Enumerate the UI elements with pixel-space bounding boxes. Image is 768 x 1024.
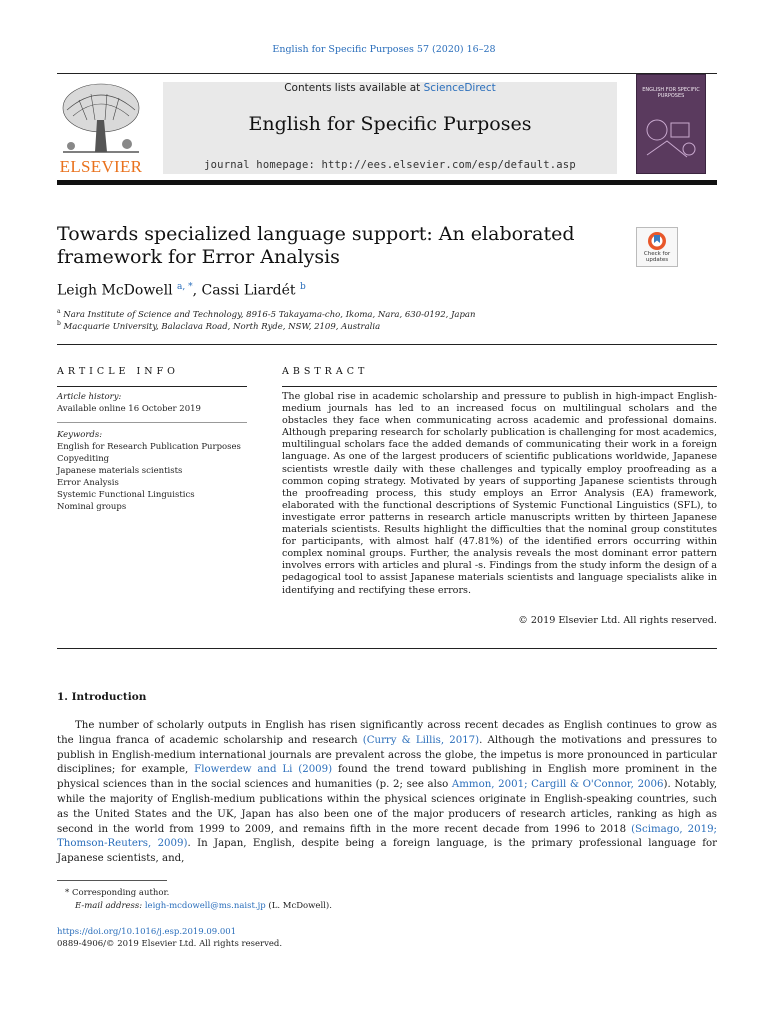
corresponding-label: Corresponding author. <box>71 888 170 898</box>
abstract-rule <box>282 386 717 387</box>
footnote-star: * <box>65 888 70 898</box>
issn-copyright: 0889-4906/© 2019 Elsevier Ltd. All rights reserved. <box>57 939 283 949</box>
check-for-updates-button[interactable] <box>636 227 678 267</box>
article-info-rule <box>57 386 247 387</box>
header-top-rule <box>57 73 717 74</box>
keyword-item: Systemic Functional Linguistics <box>57 490 195 500</box>
header-bottom-rule <box>57 180 717 185</box>
title-line-1: Towards specialized language support: An elaborated <box>57 223 575 245</box>
article-history <box>57 391 247 415</box>
author-name[interactable]: Cassi Liardét <box>201 282 296 299</box>
email-link[interactable]: leigh-mcdowell@ms.naist.jp <box>144 901 266 911</box>
journal-reference[interactable]: English for Specific Purposes 57 (2020) 16–28 <box>272 44 496 55</box>
affiliation-mark: b <box>57 320 61 327</box>
title-line-2: framework for Error Analysis <box>57 246 340 268</box>
keyword-item: English for Research Publication Purposes <box>57 442 241 452</box>
footnote-rule <box>57 880 167 881</box>
contents-available-line <box>163 82 617 94</box>
citation-link[interactable]: (Scimago, 2019; Thomson-Reuters, 2009) <box>57 823 717 850</box>
article-info-heading: ARTICLE INFO <box>57 366 179 377</box>
author-line <box>57 282 306 299</box>
body-text: The number of scholarly outputs in English has risen significantly across recent decades as English continues to grow as the lingua franca of academic scholarship and research <box>57 720 717 746</box>
introduction-heading: 1. Introduction <box>57 691 147 703</box>
corresponding-author-note <box>57 888 169 898</box>
journal-homepage[interactable]: journal homepage: http://ees.elsevier.com/esp/default.asp <box>204 159 576 171</box>
author-affiliation-mark[interactable]: a, * <box>177 282 193 292</box>
affiliation-a <box>57 308 475 320</box>
citation-link[interactable]: Ammon, 2001; Cargill & O'Connor, 2006 <box>451 779 664 791</box>
abstract-bottom-rule <box>57 648 717 649</box>
body-text: . Although the motivations and pressures to publish in English-medium international journals are prevalent across the globe, the impetus is more pronounced in particular disciplines; for example, <box>57 734 717 776</box>
keyword-item: Error Analysis <box>57 478 119 488</box>
email-owner: (L. McDowell). <box>268 901 332 911</box>
author-name[interactable]: Leigh McDowell <box>57 282 173 299</box>
cover-title: ENGLISH FOR SPECIFIC PURPOSES <box>642 87 700 99</box>
keyword-item: Nominal groups <box>57 502 127 512</box>
history-value: Available online 16 October 2019 <box>57 404 201 414</box>
cover-art <box>637 75 705 173</box>
citation-link[interactable]: Flowerdew and Li (2009) <box>194 764 333 776</box>
keyword-item: Japanese materials scientists <box>57 466 183 476</box>
history-label: Article history: <box>57 392 122 402</box>
keywords-list <box>57 429 247 513</box>
affiliation-text: Nara Institute of Science and Technology, 8916-5 Takayama-cho, Ikoma, Nara, 630-0192, Japan <box>63 309 476 320</box>
body-text: ). Notably, while the majority of English-medium publications within the physical sciences originate in English-speaking countries, such as the United States and the UK, Japan has also been one of the major producers of research articles, ranking as high as second in the world from 1999 to 2009, and remains fifth in the more recent decade from 1996 to 2018 <box>57 779 718 835</box>
elsevier-wordmark[interactable]: ELSEVIER <box>59 157 143 176</box>
contents-prefix: Contents lists available at <box>284 82 424 94</box>
affiliation-text: Macquarie University, Balaclava Road, North Ryde, NSW, 2109, Australia <box>63 321 381 332</box>
email-note <box>75 901 332 911</box>
journal-title: English for Specific Purposes <box>248 113 532 135</box>
sciencedirect-link[interactable]: ScienceDirect <box>423 82 496 94</box>
authors-bottom-rule <box>57 344 717 345</box>
keyword-item: Copyediting <box>57 454 110 464</box>
author-affiliation-mark[interactable]: b <box>300 282 306 292</box>
abstract-copyright: © 2019 Elsevier Ltd. All rights reserved. <box>518 615 717 626</box>
doi-link[interactable]: https://doi.org/10.1016/j.esp.2019.09.001 <box>57 927 237 937</box>
author-separator: , <box>192 282 202 299</box>
history-rule <box>57 422 247 423</box>
article-title <box>57 223 617 269</box>
check-updates-icon <box>647 231 667 251</box>
abstract-text: The global rise in academic scholarship and pressure to publish in high-impact English-medium journals has led to an increased focus on multilingual scholars and the obstacles they face when communicating across academic and professional domains. Although preparing research for scholarly publication is challenging for most academics, multilingual scholars face the added demands of communicating their work in a foreign language. As one of the largest producers of scientific publications worldwide, Japanese scientists wrestle daily with these challenges and typically employ proofreading as a common coping strategy. Motivated by years of supporting Japanese scientists through the proofreading process, this study employs an Error Analysis (EA) framework, elaborated with the functional descriptions of Systemic Functional Linguistics (SFL), to investigate error patterns in research article manuscripts written by thirteen Japanese materials scientists. Results highlight the difficulties that the nominal group constitutes for participants, with almost half (47.81%) of the identified errors occurring within complex nominal groups. Further, the analysis reveals the most dominant error pattern involves errors with articles and plural -s. Findings from the study inform the design of a pedagogical tool to assist Japanese materials scientists and language specialists alike in identifying and rectifying these errors. <box>282 391 717 596</box>
journal-cover-image[interactable] <box>636 74 706 174</box>
affiliation-b <box>57 320 380 332</box>
check-updates-label: Check for updates <box>643 251 671 263</box>
introduction-paragraph <box>57 719 717 867</box>
keywords-label: Keywords: <box>57 430 103 440</box>
journal-masthead <box>163 82 617 174</box>
email-label: E-mail address: <box>75 901 143 911</box>
abstract-heading: ABSTRACT <box>282 366 369 377</box>
affiliation-mark: a <box>57 308 61 315</box>
citation-link[interactable]: (Curry & Lillis, 2017) <box>362 734 480 746</box>
body-text: . In Japan, English, despite being a foreign language, is the primary professional language for Japanese scientists, and, <box>57 838 717 865</box>
body-text: found the trend toward publishing in English more prominent in the physical sciences than in the social sciences and humanities (p. 2; see also <box>57 764 717 791</box>
